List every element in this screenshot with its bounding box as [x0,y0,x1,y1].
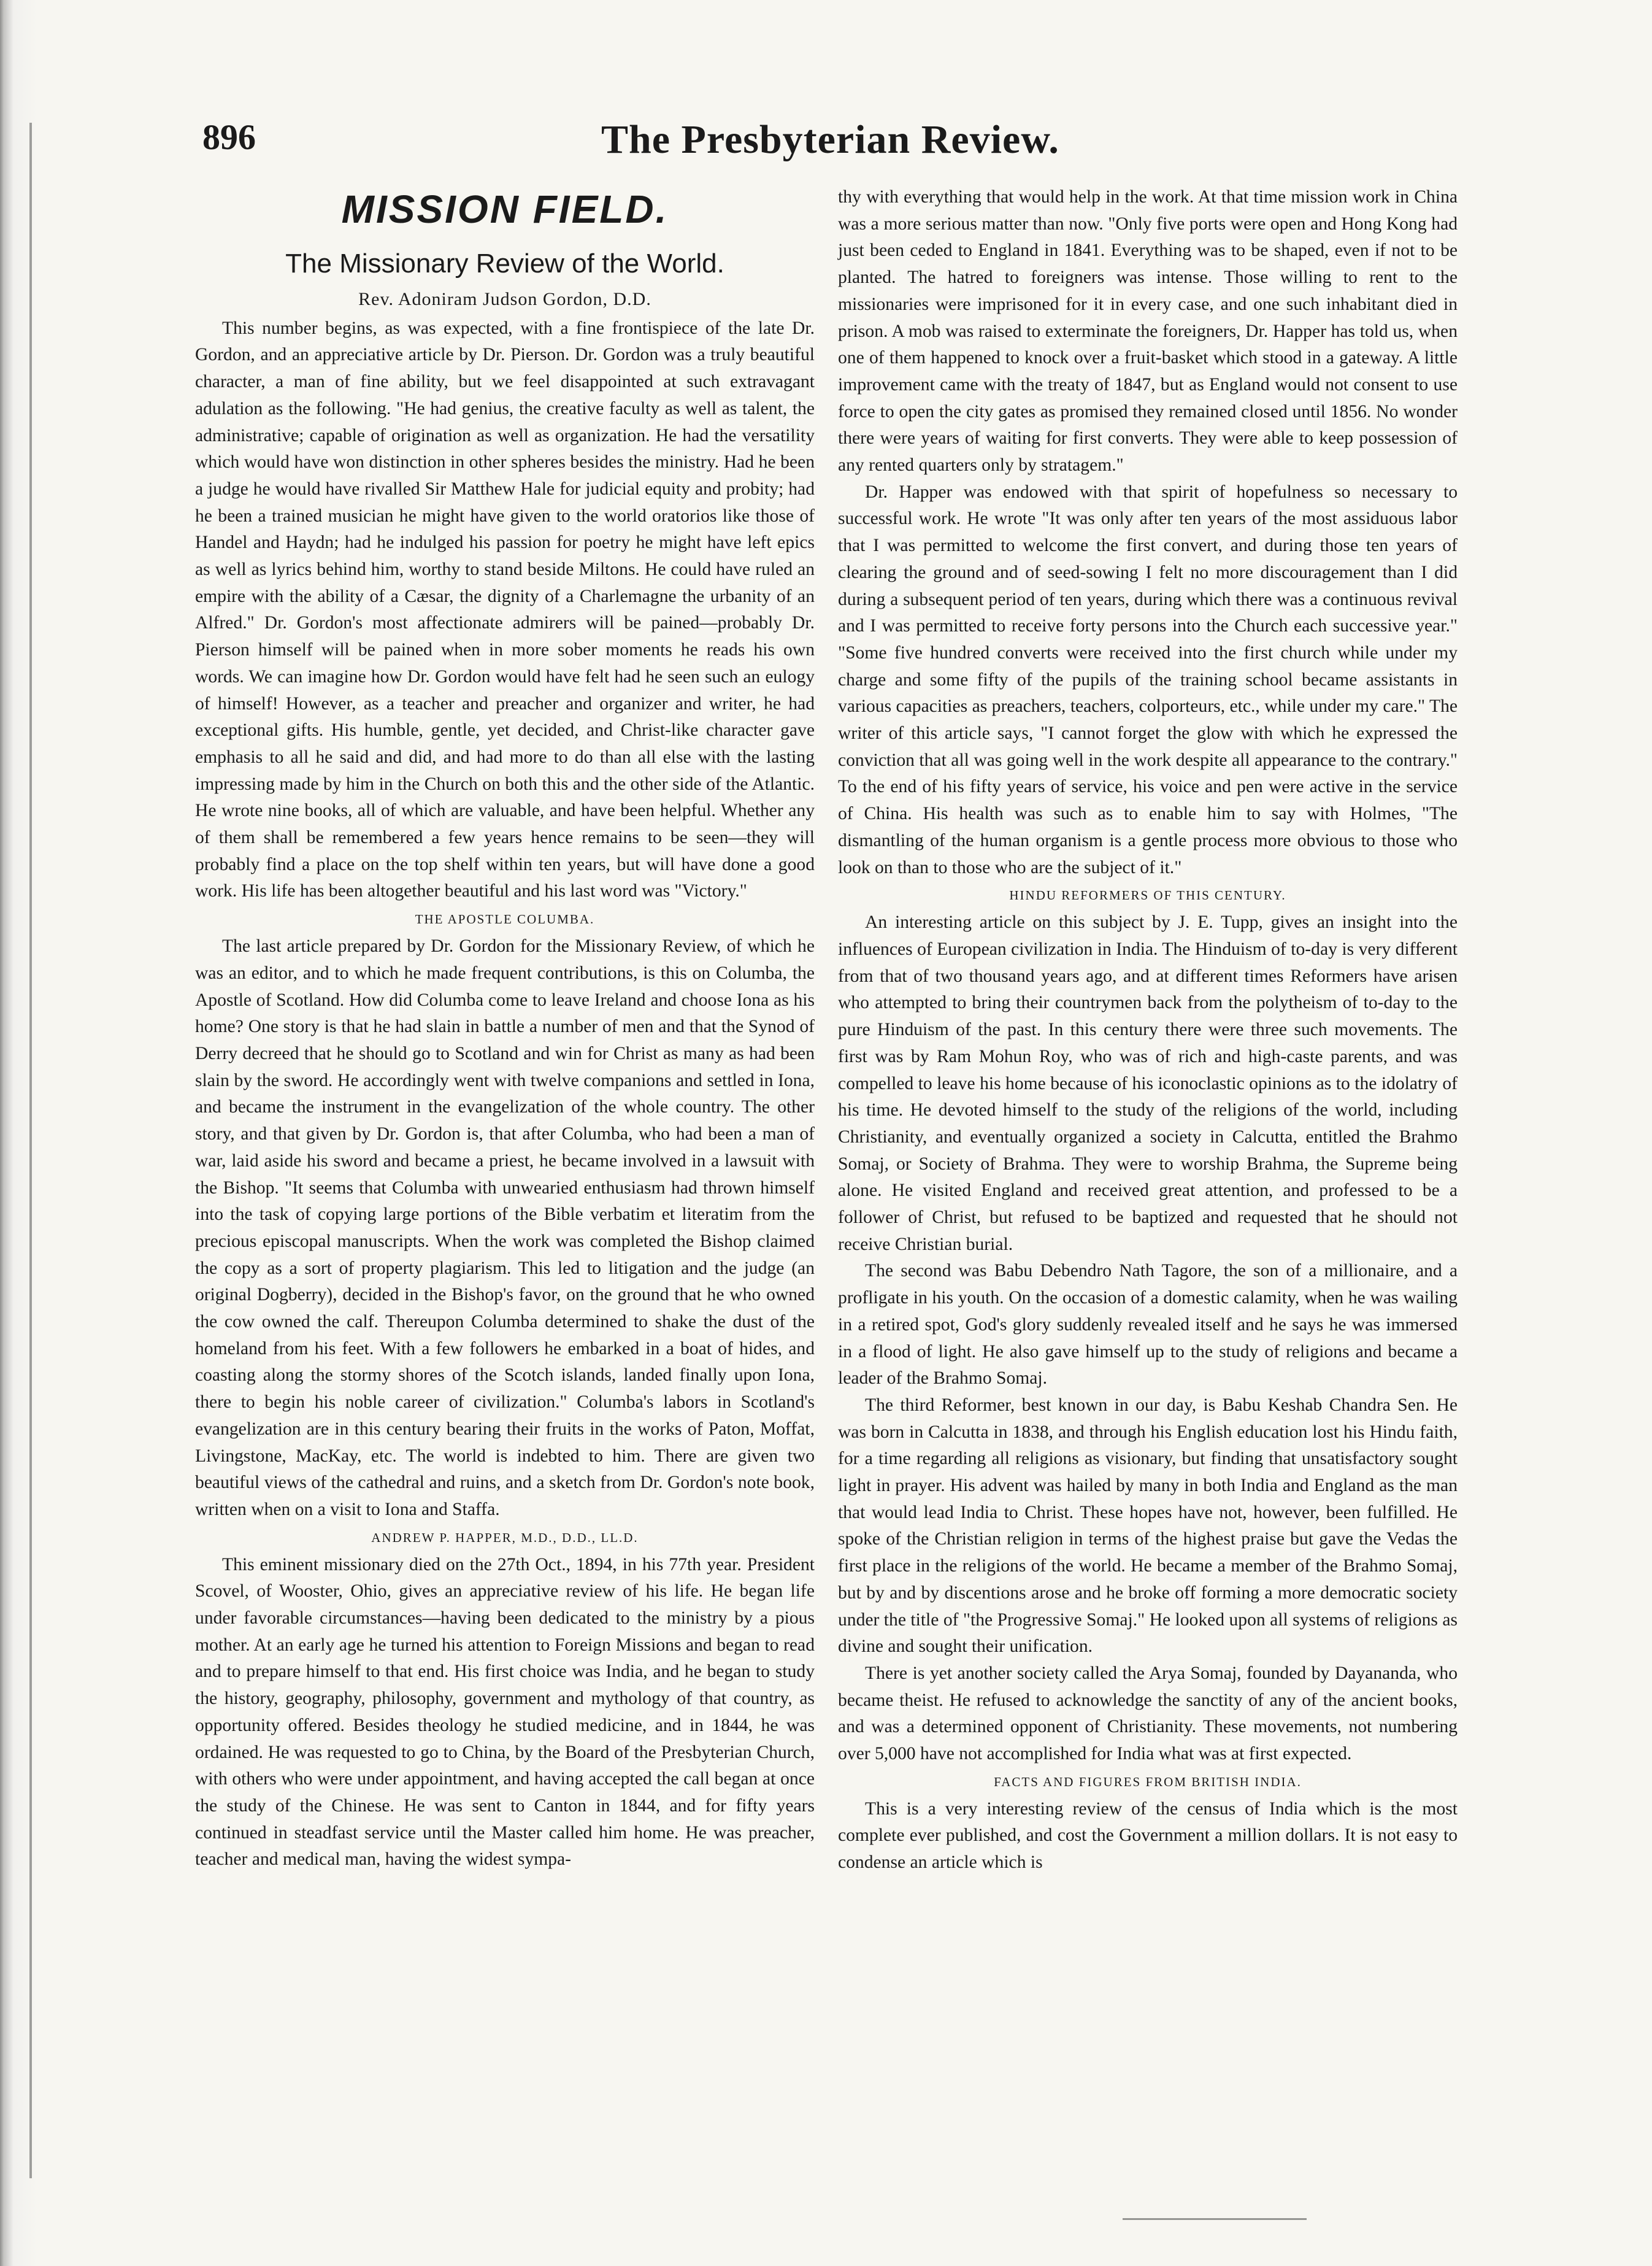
article-byline: Rev. Adoniram Judson Gordon, D.D. [358,289,651,309]
paragraph-gordon-tribute: This number begins, as was expected, with a fine frontispiece of the late Dr. Gordon, and an appreciative article by Dr. Pierson. Dr. Gordon was a truly beautiful character, a man of fine ability, but we feel disappointed at such extravagant adulation as the following. "He had genius, the creative faculty as well as talent, the administrative; capable of origination as well as organization. He had the versatility which would have won distinction in other spheres besides the ministry. Had he been a judge he would have rivalled Sir Matthew Hale for judicial equity and probity; had he been a trained musician he might have given to the world oratorios like those of Handel and Haydn; had he indulged his passion for poetry he might have left epics as well as lyrics behind him, worthy to stand beside Miltons. He could have ruled an empire with the ability of a Cæsar, the dignity of a Charlemagne the urbanity of an Alfred." Dr. Gordon's most affectionate admirers will be pained—probably Dr. Pierson himself will be pained when in more sober moments he reads his own words. We can imagine how Dr. Gordon would have felt had he seen such an eulogy of himself! However, as a teacher and preacher and organizer and writer, he had exceptional gifts. His humble, gentle, yet decided, and Christ-like character gave emphasis to all he said and did, and had more to do than all else with the lasting impressing made by him in the Church on both this and the other side of the Atlantic. He wrote nine books, all of which are valuable, and have been helpful. Whether any of them shall be remembered a few years hence remains to be seen—they will probably find a place on the top shelf within ten years, but will have done a good work. His life has been altogether beautiful and his last word was "Victory." [195,318,815,901]
running-header [202,117,1491,184]
page-number: 896 [202,117,256,157]
left-column [195,184,815,1873]
right-column [838,184,1458,1876]
journal-title: The Presbyterian Review. [601,117,1059,162]
subhead-hindu-reformers: HINDU REFORMERS OF THIS CENTURY. [1009,888,1286,903]
paragraph-happer-hopefulness: Dr. Happer was endowed with that spirit of hopefulness so necessary to successful work. He wrote "It was only after ten years of the most assiduous labor that I was permitted to welcome the first convert, and during those ten years of clearing the ground and of seed-sowing I felt no more discouragement than I did during a subsequent period of ten years, during which there was a continuous revival and I was permitted to receive forty persons into the Church each successive year." "Some five hundred converts were received into the first church while under my charge and some fifty of the pupils of the training school became assistants in various capacities as preachers, teachers, colporteurs, etc., while under my care." The writer of this article says, "I cannot forget the glow with which he expressed the conviction that all was going well in the work despite all appearance to the contrary." To the end of his fifty years of service, his voice and pen were active in the service of China. His health was such as to enable him to say with Holmes, "The dismantling of the human organism is a gentle process more obvious to those who look on than to those who are the subject of it." [838,482,1458,877]
page-spine-edge [0,0,64,2266]
paragraph-census-india: This is a very interesting review of the census of India which is the most complete ever published, and cost the Government a million dollars. It is not easy to condense an article which is [838,1798,1458,1873]
bottom-smudge-mark [1123,2218,1307,2220]
subhead-facts-figures: FACTS AND FIGURES FROM BRITISH INDIA. [994,1774,1302,1789]
paragraph-keshab-chandra-sen: The third Reformer, best known in our day, is Babu Keshab Chandra Sen. He was born in Calcutta in 1838, and through his English education lost his Hindu faith, for a time regarding all religions as visionary, but finding that unsatisfactory sought light in prayer. His advent was hailed by many in both India and England as the man that would lead India to Christ. These hopes have not, however, been fulfilled. He spoke of the Christian religion in terms of the highest praise but gave the Vedas the first place in the religions of the world. He became a member of the Brahmo Somaj, but by and by discentions arose and he broke off forming a more democratic society under the title of "the Progressive Somaj." He looked upon all systems of religions as divine and sought their unification. [838,1395,1458,1657]
subhead-apostle-columba: THE APOSTLE COLUMBA. [415,912,595,927]
binding-margin-line [29,123,32,2178]
paragraph-columba: The last article prepared by Dr. Gordon for the Missionary Review, of which he was an editor, and to which he made frequent contributions, is this on Columba, the Apostle of Scotland. How did Columba come to leave Ireland and choose Iona as his home? One story is that he had slain in battle a number of men and that the Synod of Derry decreed that he should go to Scotland and win for Christ as many as had been slain by the sword. He accordingly went with twelve companions and settled in Iona, and became the instrument in the evangelization of the whole country. The other story, and that given by Dr. Gordon is, that after Columba, who had been a man of war, laid aside his sword and became a priest, he became involved in a lawsuit with the Bishop. "It seems that Columba with unwearied enthusiasm had thrown himself into the task of copying large portions of the Bible verbatim et literatim from the precious episcopal manuscripts. When the work was completed the Bishop claimed the copy as a sort of property plagiarism. This led to litigation and the judge (an original Dogberry), decided in the Bishop's favor, on the ground that he who owned the cow owned the calf. Thereupon Columba determined to shake the dust of the homeland from his feet. With a few followers he embarked in a boat of hides, and coasting along the stormy shores of the Scotch islands, landed finally upon Iona, there to begin his noble career of civilization." Columba's labors in Scotland's evangelization are in this century bearing their fruits in the works of Paton, Moffat, Livingstone, MacKay, etc. The world is indebted to him. There are given two beautiful views of the cathedral and ruins, and a sketch from Dr. Gordon's note book, written when on a visit to Iona and Staffa. [195,936,815,1519]
subhead-andrew-happer: ANDREW P. HAPPER, M.D., D.D., LL.D. [371,1530,639,1545]
paragraph-happer-life: This eminent missionary died on the 27th Oct., 1894, in his 77th year. President Scovel, of Wooster, Ohio, gives an appreciative review of his life. He began life under favorable circumstances—having been dedicated to the ministry by a pious mother. At an early age he turned his attention to Foreign Missions and began to read and to prepare himself to that end. His first choice was India, and he began to study the history, geography, philosophy, government and mythology of that country, as opportunity offered. Besides theology he studied medicine, and in 1844, he was ordained. He was requested to go to China, by the Board of the Presbyterian Church, with others who were under appointment, and having accepted the call began at once the study of the Chinese. He was sent to Canton in 1844, and for fifty years continued in steadfast service until the Master called him home. He was preacher, teacher and medical man, having the widest sympa- [195,1554,815,1870]
paragraph-hindu-intro: An interesting article on this subject by J. E. Tupp, gives an insight into the influences of European civilization in India. The Hinduism of to-day is very different from that of two thousand years ago, and at different times Reformers have arisen who attempted to bring their countrymen back from the polytheism of to-day to the pure Hinduism of the past. In this century there were three such movements. The first was by Ram Mohun Roy, who was of rich and high-caste parents, and was compelled to leave his home because of his iconoclastic opinions as to the idolatry of his time. He devoted himself to the study of the religions of the world, including Christianity, and eventually organized a society in Calcutta, entitled the Brahmo Somaj, or Society of Brahma. They were to worship Brahma, the Supreme being alone. He visited England and received great attention, and professed to be a follower of Christ, but refused to be baptized and requested that he should not receive Christian burial. [838,912,1458,1254]
paragraph-china-mission: thy with everything that would help in the work. At that time mission work in China was a more serious matter than now. "Only five ports were open and Hong Kong had just been ceded to England in 1841. Everything was to be shaped, even if not to be planted. The hatred to foreigners was intense. Those willing to rent to the missionaries were imprisoned for it in every case, and one such inhabitant died in prison. A mob was raised to exterminate the foreigners, Dr. Happer has told us, when one of them happened to knock over a fruit-basket which stood in a gateway. A little improvement came with the treaty of 1847, but as England would not consent to use force to open the city gates as promised they remained closed until 1856. No wonder there were years of waiting for first converts. They were able to keep possession of any rented quarters only by stratagem." [838,187,1458,476]
article-title: The Missionary Review of the World. [285,249,724,279]
section-title: MISSION FIELD. [341,187,669,231]
paragraph-arya-somaj: There is yet another society called the Arya Somaj, founded by Dayananda, who became theist. He refused to acknowledge the sanctity of any of the ancient books, and was a determined opponent of Christianity. These movements, not numbering over 5,000 have not accomplished for India what was at first expected. [838,1663,1458,1764]
paragraph-tagore: The second was Babu Debendro Nath Tagore, the son of a millionaire, and a profligate in his youth. On the occasion of a domestic calamity, when he was wailing in a retired spot, God's glory suddenly revealed itself and he says he was immersed in a flood of light. He also gave himself up to the study of religions and became a leader of the Brahmo Somaj. [838,1261,1458,1389]
